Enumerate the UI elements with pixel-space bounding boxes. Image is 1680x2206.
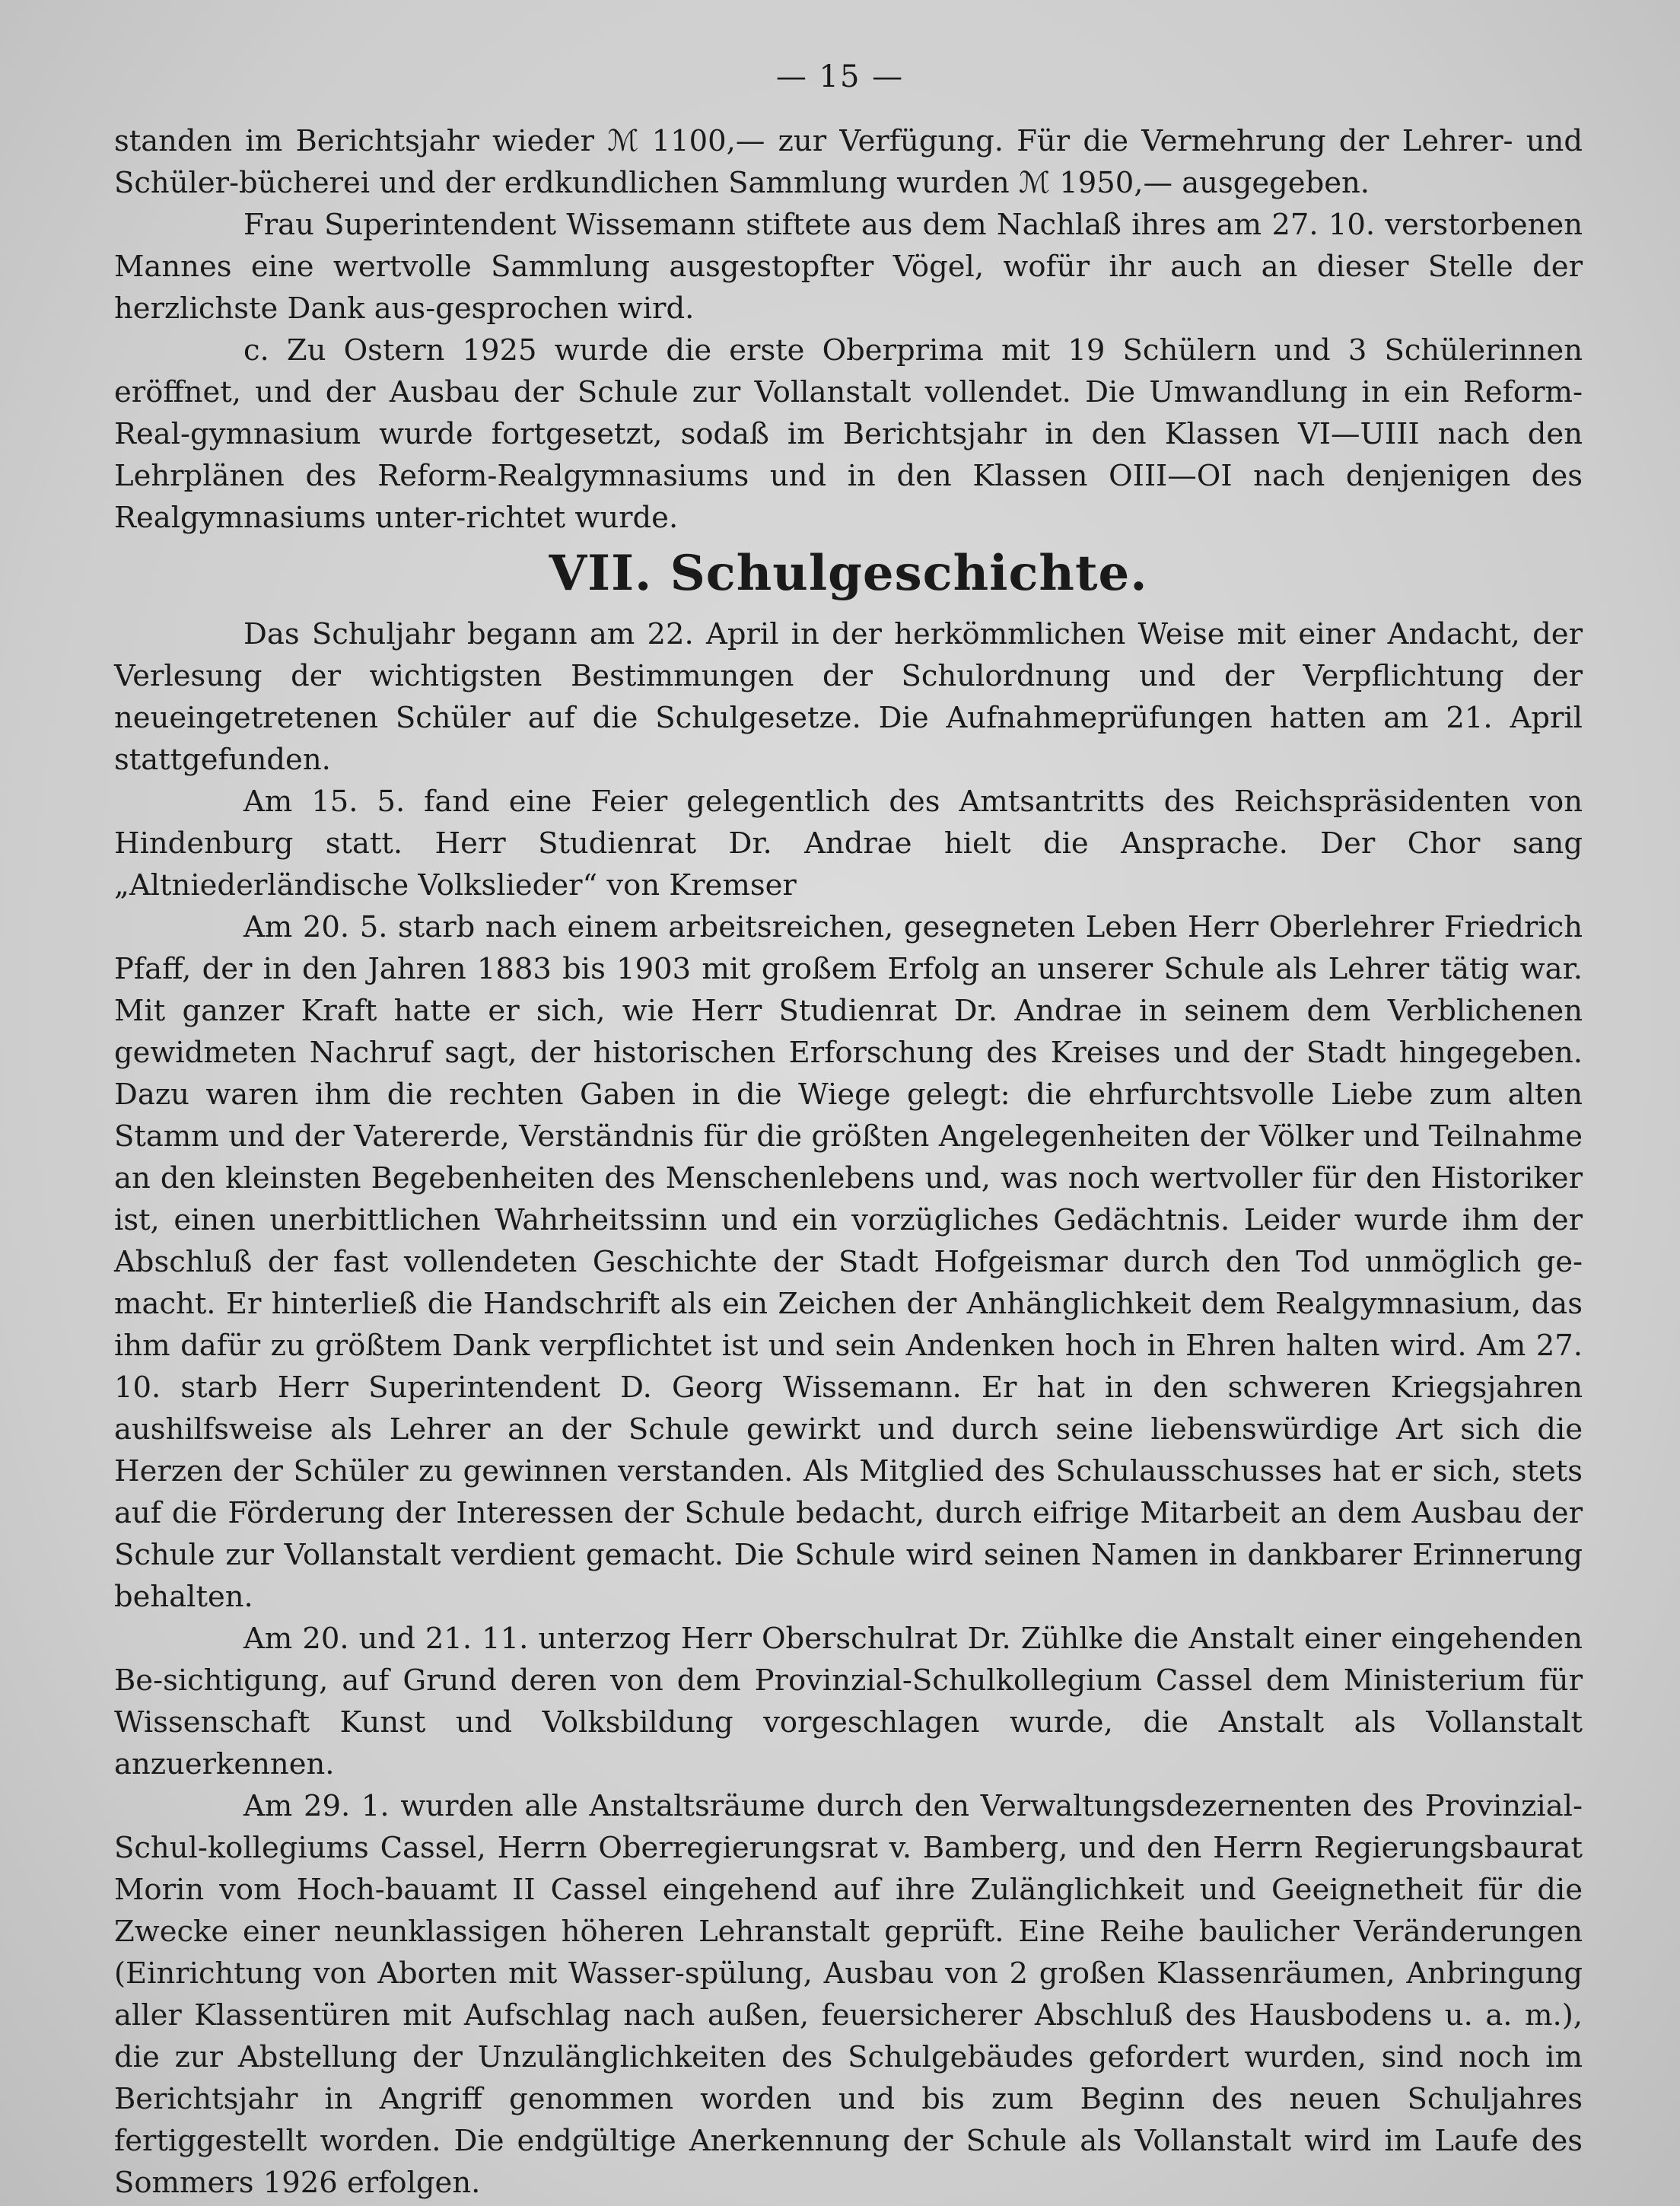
page-number: — 15 — — [775, 59, 905, 94]
paragraph-obituaries: Am 20. 5. starb nach einem arbeitsreichen, gesegneten Leben Herr Oberlehrer Friedrich Pfaff, der in den Jahren 1883 bis 1903 mit großem Erfolg an unserer Schule als Lehrer tätig war. Mit ganzer Kraft hatte er sich, wie Herr Studienrat Dr. Andrae in seinem dem Verblichenen gewidmeten Nachruf sagt, der historischen Erforschung des Kreises und der Stadt hingegeben. Dazu waren ihm die rechten Gaben in die Wiege gelegt: die ehrfurchtsvolle Liebe zum alten Stamm und der Vatererde, Verständnis für die größten Angelegenheiten der Völker und Teilnahme an den kleinsten Begebenheiten des Menschenlebens und, was noch wertvoller für den Historiker ist, einen unerbittlichen Wahrheitssinn und ein vorzügliches Gedächtnis. Leider wurde ihm der Abschluß der fast vollendeten Geschichte der Stadt Hofgeismar durch den Tod unmöglich ge-macht. Er hinterließ die Handschrift als ein Zeichen der Anhänglichkeit dem Realgymnasium, das ihm dafür zu größtem Dank verpflichtet ist und sein Andenken hoch in Ehren halten wird. Am 27. 10. starb Herr Superintendent D. Georg Wissemann. Er hat in den schweren Kriegsjahren aushilfsweise als Lehrer an der Schule gewirkt und durch seine liebenswürdige Art sich die Herzen der Schüler zu gewinnen verstanden. Als Mitglied des Schulausschusses hat er sich, stets auf die Förderung der Interessen der Schule bedacht, durch eifrige Mitarbeit an dem Ausbau der Schule zur Vollanstalt verdient gemacht. Die Schule wird seinen Namen in dankbarer Erinnerung behalten. — [114, 910, 1583, 1614]
paragraph-donation: Frau Superintendent Wissemann stiftete aus dem Nachlaß ihres am 27. 10. verstorbenen Mannes eine wertvolle Sammlung ausgestopfter Vögel, wofür ihr auch an dieser Stelle der herzlichste Dank aus-gesprochen wird. — [114, 208, 1583, 326]
paragraph-inspection: Am 20. und 21. 11. unterzog Herr Oberschulrat Dr. Zühlke die Anstalt einer eingehenden Be-sichtigung, auf Grund deren von dem Provinzial-Schulkollegium Cassel dem Ministerium für Wissenschaft Kunst und Volksbildung vorgeschlagen wurde, die Anstalt als Vollanstalt anzuerkennen. — [114, 1622, 1583, 1781]
section-heading: VII. Schulgeschichte. — [549, 545, 1148, 602]
paragraph-buildings: Am 29. 1. wurden alle Anstaltsräume durch den Verwaltungsdezernenten des Provinzial-Schul-kollegiums Cassel, Herrn Oberregierungsrat v. Bamberg, und den Herrn Regierungsbaurat Morin vom Hoch-bauamt II Cassel eingehend auf ihre Zulänglichkeit und Geeignetheit für die Zwecke einer neunklassigen höheren Lehranstalt geprüft. Eine Reihe baulicher Veränderungen (Einrichtung von Aborten mit Wasser-spülung, Ausbau von 2 großen Klassenräumen, Anbringung aller Klassentüren mit Aufschlag nach außen, feuersicherer Abschluß des Hausbodens u. a. m.), die zur Abstellung der Unzulänglichkeiten des Schulgebäudes gefordert wurden, sind noch im Berichtsjahr in Angriff genommen worden und bis zum Beginn des neuen Schuljahres fertiggestellt worden. Die endgültige Anerkennung der Schule als Vollanstalt wird im Laufe des Sommers 1926 erfolgen. — [114, 1789, 1583, 2200]
body-text — [114, 120, 1583, 2204]
paragraph-oberprima: c. Zu Ostern 1925 wurde die erste Oberprima mit 19 Schülern und 3 Schülerinnen eröffnet, und der Ausbau der Schule zur Vollanstalt vollendet. Die Umwandlung in ein Reform-Real-gymnasium wurde fortgesetzt, sodaß im Berichtsjahr in den Klassen VI—UIII nach den Lehrplänen des Reform-Realgymnasiums und in den Klassen OIII—OI nach denjenigen des Realgymnasiums unter-richtet wurde. — [114, 333, 1583, 535]
paragraph-continuation: standen im Berichtsjahr wieder ℳ 1100,— zur Verfügung. Für die Vermehrung der Lehrer- und Schüler-bücherei und der erdkundlichen Sammlung wurden ℳ 1950,— ausgegeben. — [114, 124, 1583, 200]
paragraph-hindenburg: Am 15. 5. fand eine Feier gelegentlich des Amtsantritts des Reichspräsidenten von Hindenburg statt. Herr Studienrat Dr. Andrae hielt die Ansprache. Der Chor sang „Altniederländische Volkslieder“ von Kremser — [114, 785, 1583, 902]
paragraph-school-year: Das Schuljahr begann am 22. April in der herkömmlichen Weise mit einer Andacht, der Verlesung der wichtigsten Bestimmungen der Schulordnung und der Verpflichtung der neueingetretenen Schüler auf die Schulgesetze. Die Aufnahmeprüfungen hatten am 21. April stattgefunden. — [114, 617, 1583, 777]
